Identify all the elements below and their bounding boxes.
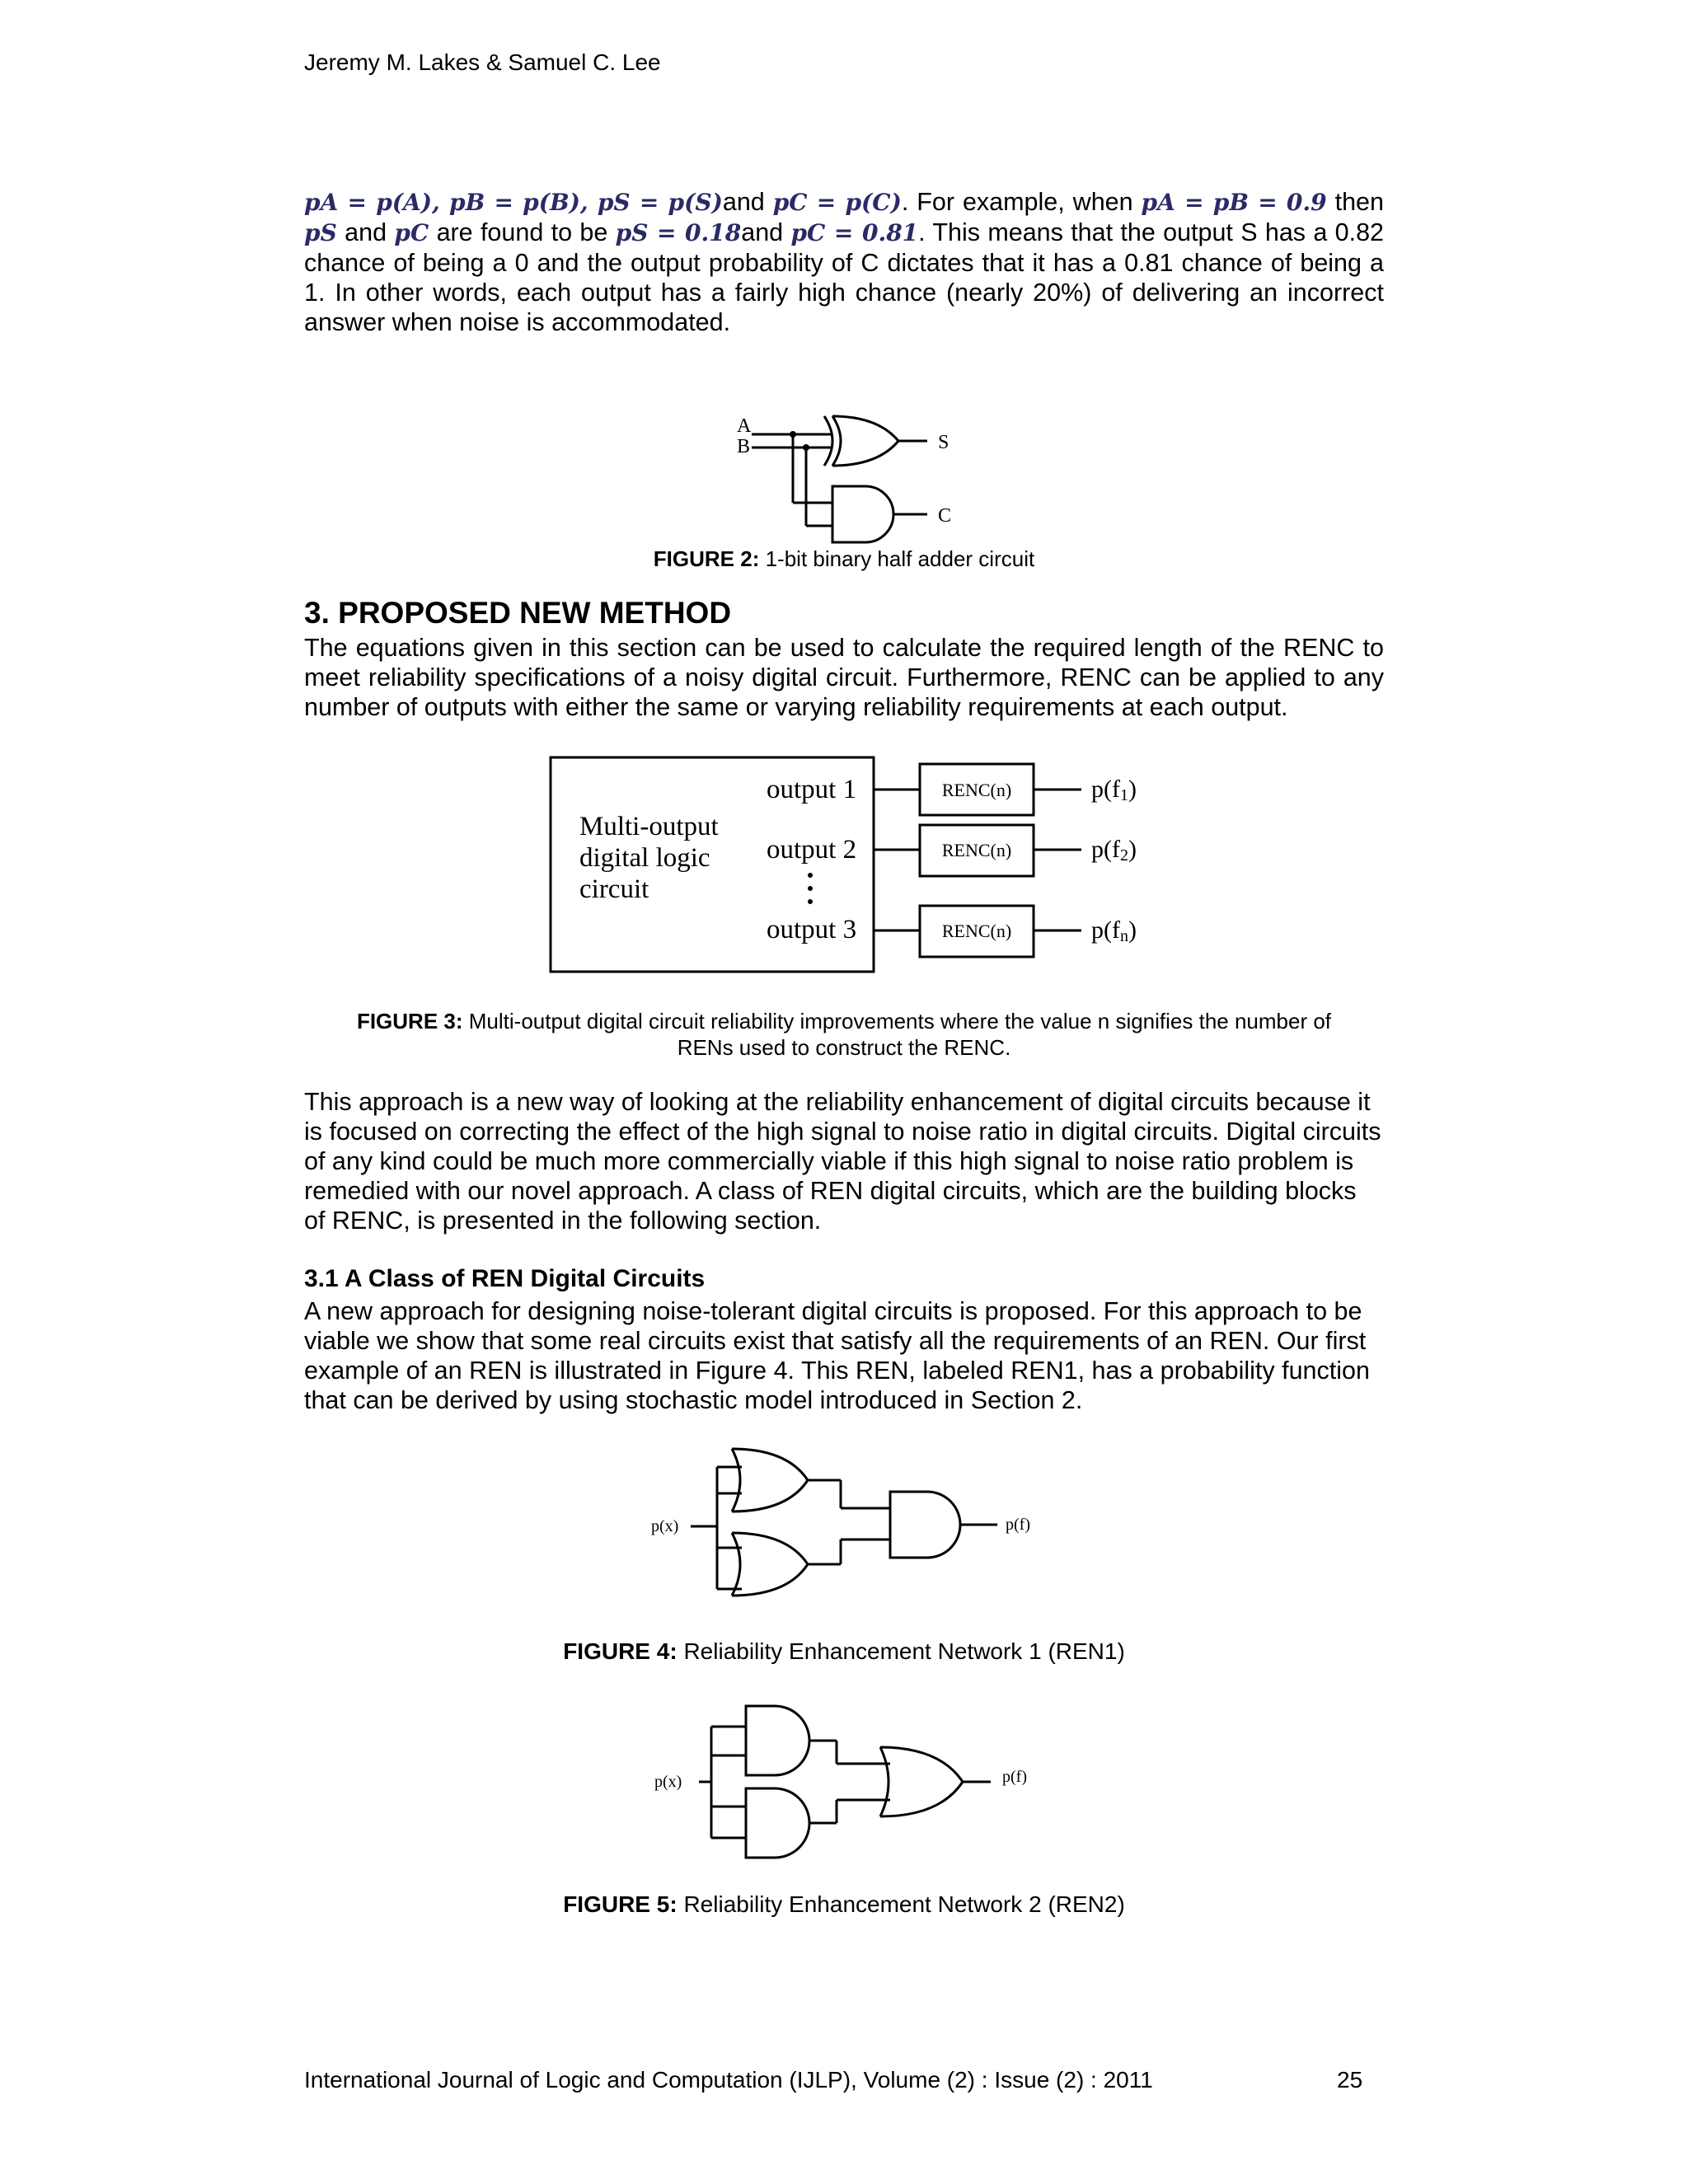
section-3-1-paragraph: A new approach for designing noise-tolerant digital circuits is proposed. For this approach to be viable we show that some real circuits exist that satisfy all the requirements of an REN. Our first example of an REN is illustrated in Figure 4. This REN, labeled REN1, has a probability function that can be derived by using stochastic model introduced in Section 2. (304, 1297, 1370, 1414)
figure-4-caption (304, 1638, 1384, 1665)
text-run: and (741, 218, 784, 246)
caption-label: FIGURE 5: (563, 1891, 678, 1917)
math-inline: pA = pB = 0.9 (1141, 189, 1327, 216)
math-inline: pS = 0.18 (615, 219, 742, 246)
caption-text: Reliability Enhancement Network 1 (REN1) (683, 1638, 1125, 1664)
input-a-label: A (737, 415, 752, 437)
math-inline: pS (304, 219, 337, 246)
output-label: p(f) (1002, 1768, 1027, 1786)
output-probability: p(f1) (1091, 776, 1137, 804)
renc-block-label: RENC(n) (941, 840, 1012, 860)
caption-text: Reliability Enhancement Network 2 (REN2) (683, 1891, 1125, 1917)
input-label: p(x) (654, 1773, 682, 1791)
caption-label: FIGURE 2: (653, 546, 760, 571)
caption-text: Multi-output digital circuit reliability improvements where the value n signifies the number of (468, 1009, 1332, 1033)
figure-4-ren1 (643, 1442, 1055, 1615)
caption-text: 1-bit binary half adder circuit (765, 546, 1035, 571)
output-probability: p(fn) (1091, 916, 1137, 945)
input-label: p(x) (651, 1517, 679, 1535)
figure-3-caption (304, 1008, 1384, 1061)
ellipsis-dot (808, 899, 813, 904)
output-c-label: C (938, 505, 952, 527)
ellipsis-dot (808, 886, 813, 891)
subsection-heading: 3.1 A Class of REN Digital Circuits (304, 1265, 706, 1292)
junction-dot (803, 444, 809, 451)
running-header: Jeremy M. Lakes & Samuel C. Lee (304, 49, 661, 75)
math-inline: pC = 0.81 (790, 219, 919, 246)
caption-text: RENs used to construct the RENC. (677, 1035, 1011, 1060)
output-label: p(f) (1006, 1516, 1030, 1534)
text-run: . For example, when (901, 188, 1133, 216)
section-heading: 3. PROPOSED NEW METHOD (304, 596, 732, 630)
box-label-line: digital logic (579, 843, 710, 873)
box-label-line: Multi-output (579, 812, 719, 841)
journal-footer: International Journal of Logic and Computation (IJLP), Volume (2) : Issue (2) : 2011 (304, 2067, 1153, 2093)
text-run: are found to be (436, 218, 608, 246)
section-3-paragraph: The equations given in this section can be used to calculate the required length of the RENC to meet reliability specifications of a noisy digital circuit. Furthermore, RENC can be applied to any number of outputs with either the same or varying reliability requirements at each output. (304, 634, 1384, 721)
math-inline: pC (394, 219, 429, 246)
text-run: and (345, 218, 387, 246)
caption-label: FIGURE 4: (563, 1638, 678, 1664)
output-probability: p(f2) (1091, 836, 1137, 865)
output-s-label: S (938, 432, 950, 453)
math-inline: pA = p(A), pB = p(B), pS = p(S) (304, 189, 723, 216)
ellipsis-dot (808, 873, 813, 878)
figure-2-caption (304, 546, 1384, 572)
box-label-line: circuit (579, 874, 649, 904)
renc-block-label: RENC(n) (941, 780, 1012, 800)
page-number: 25 (1337, 2067, 1363, 2093)
text-run: . This means that the output S has a 0.82 chance of being a 0 and the output probability of C dictates that it has a 0.81 chance of being a 1. In other words, each output has a fairly high chance (nearly 20%) of delivering an incorrect answer when noise is accommodated. (304, 218, 1385, 336)
junction-dot (790, 431, 796, 438)
output-label: output 2 (767, 835, 857, 865)
figure-3-block-diagram (551, 755, 1160, 977)
figure-2-half-adder (725, 404, 973, 552)
text-run: then (1334, 188, 1384, 216)
math-inline: pC = p(C) (772, 189, 902, 216)
caption-label: FIGURE 3: (356, 1009, 463, 1033)
output-label: output 1 (767, 775, 857, 804)
intro-paragraph (304, 187, 1384, 337)
figure-5-ren2 (651, 1699, 1047, 1872)
input-b-label: B (737, 436, 751, 457)
output-label: output 3 (767, 915, 857, 944)
renc-block-label: RENC(n) (941, 921, 1012, 941)
text-run: and (722, 188, 765, 216)
approach-paragraph: This approach is a new way of looking at the reliability enhancement of digital circuits because it is focused on correcting the effect of the high signal to noise ratio in digital circuits. Digital circuits of any kind could be much more commercially viable if this high signal to noise ratio problem is remedied with our novel approach. A class of REN digital circuits, which are the building blocks of RENC, is presented in the following section. (304, 1088, 1381, 1235)
figure-5-caption (304, 1891, 1384, 1918)
